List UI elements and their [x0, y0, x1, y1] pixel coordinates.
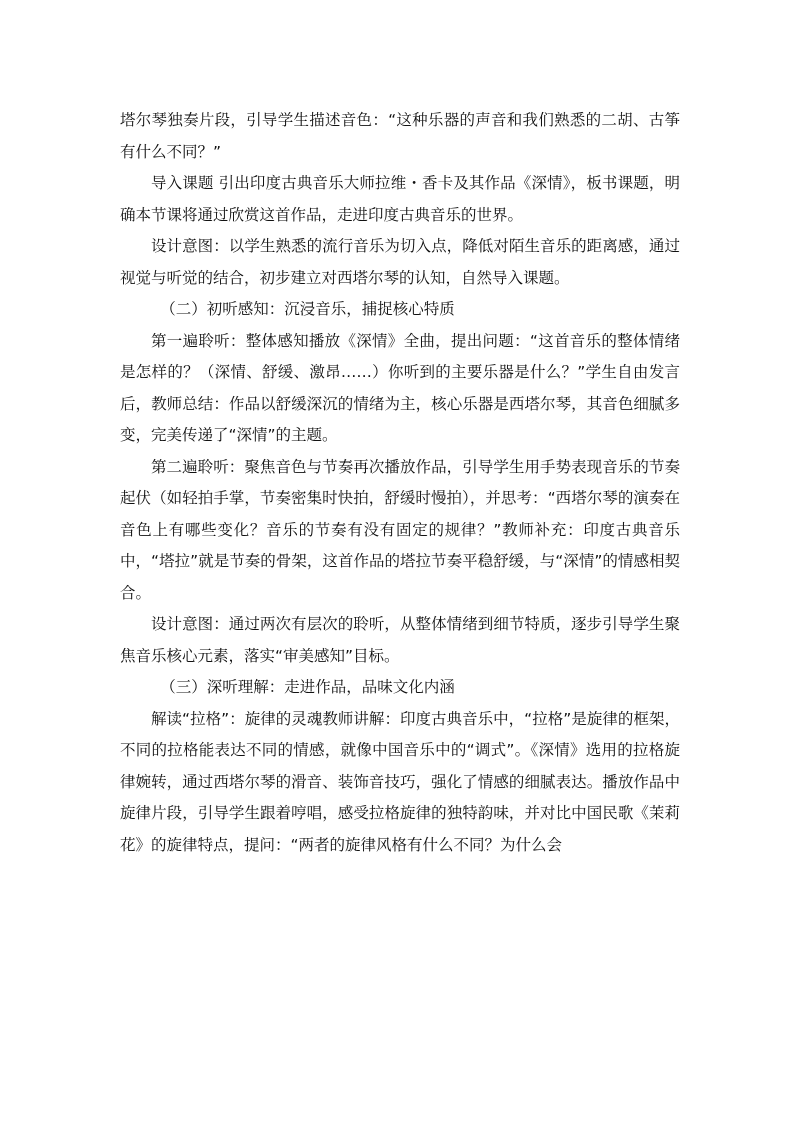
paragraph-first-listening: 第一遍聆听：整体感知播放《深情》全曲，提出问题：“这首音乐的整体情绪是怎样的？（深情、舒缓、激昂……）你听到的主要乐器是什么？”学生自由发言后，教师总结：作品以舒缓深沉的情绪为主，核心乐器是西塔尔琴，其音色细腻多变，完美传递了“深情”的主题。: [120, 331, 680, 444]
document-page: [120, 105, 680, 861]
paragraph-second-listening: 第二遍聆听：聚焦音色与节奏再次播放作品，引导学生用手势表现音乐的节奏起伏（如轻拍手掌，节奏密集时快拍，舒缓时慢拍），并思考：“西塔尔琴的演奏在音色上有哪些变化？音乐的节奏有没有固定的规律？”教师补充：印度古典音乐中，“塔拉”就是节奏的骨架，这首作品的塔拉节奏平稳舒缓，与“深情”的情感相契合。: [120, 457, 680, 602]
section-heading-3: （三）深听理解：走进作品，品味文化内涵: [160, 678, 455, 696]
paragraph-raga-explanation: 解读“拉格”：旋律的灵魂教师讲解：印度古典音乐中，“拉格”是旋律的框架，不同的拉格能表达不同的情感，就像中国音乐中的“调式”。《深情》选用的拉格旋律婉转，通过西塔尔琴的滑音、装饰音技巧，强化了情感的细腻表达。播放作品中旋律片段，引导学生跟着哼唱，感受拉格旋律的独特韵味，并对比中国民歌《茉莉花》的旋律特点，提问：“两者的旋律风格有什么不同？为什么会: [120, 709, 680, 854]
paragraph-intro-continued: 塔尔琴独奏片段，引导学生描述音色：“这种乐器的声音和我们熟悉的二胡、古筝有什么不同？”: [120, 111, 680, 161]
paragraph-design-intent-2: 设计意图：通过两次有层次的聆听，从整体情绪到细节特质，逐步引导学生聚焦音乐核心元素，落实“审美感知”目标。: [120, 615, 680, 665]
paragraph-import-topic: 导入课题 引出印度古典音乐大师拉维・香卡及其作品《深情》，板书课题，明确本节课将通过欣赏这首作品，走进印度古典音乐的世界。: [120, 174, 680, 224]
paragraph-design-intent-1: 设计意图：以学生熟悉的流行音乐为切入点，降低对陌生音乐的距离感，通过视觉与听觉的结合，初步建立对西塔尔琴的认知，自然导入课题。: [120, 237, 680, 287]
section-heading-2: （二）初听感知：沉浸音乐，捕捉核心特质: [160, 300, 455, 318]
